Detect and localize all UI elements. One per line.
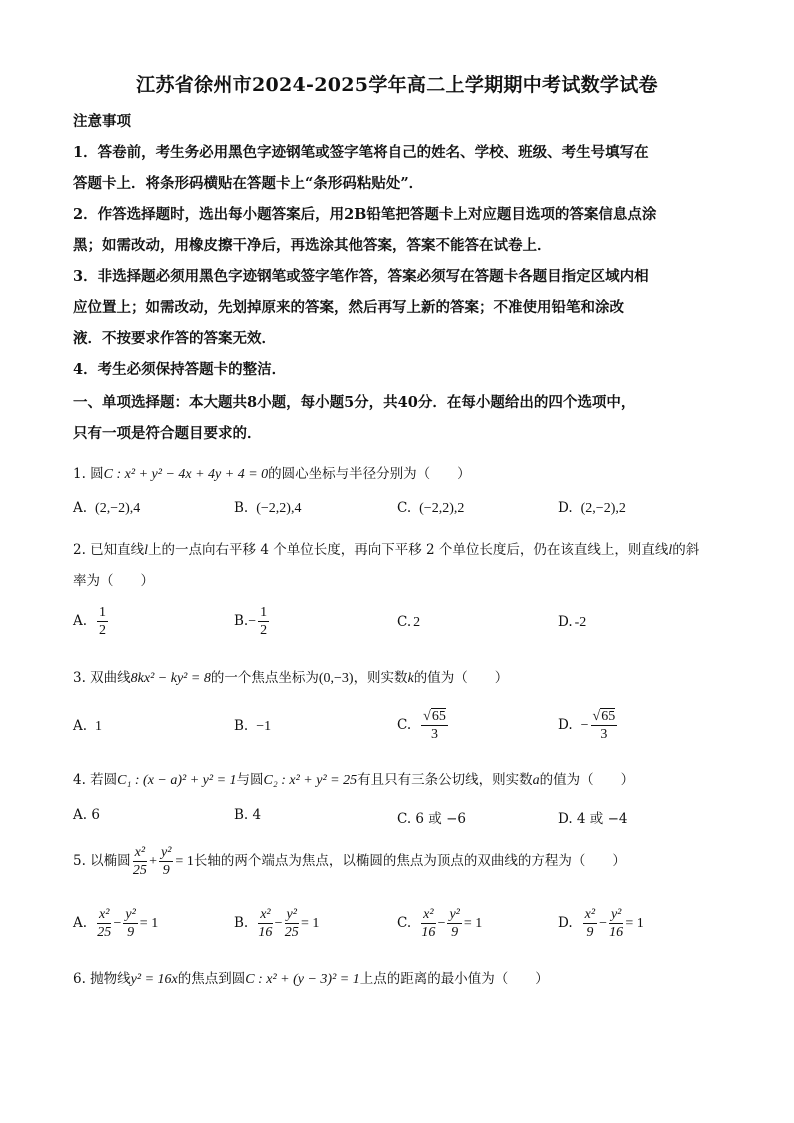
q3-option-d[interactable]: D. − $\frac{√65}{3}$	[558, 709, 616, 742]
q3-option-b[interactable]: B. −1	[234, 718, 272, 734]
q3-option-a[interactable]: A. 1	[73, 718, 103, 734]
notice-line-3: 2．作答选择题时，选出每小题答案后，用2B铅笔把答题卡上对应题目选项的答案信息点涂	[73, 206, 657, 223]
question-2-line-2: 率为（ ）	[73, 573, 154, 589]
q1-equation: C : x² + y² − 4x + 4y + 4 = 0	[103, 467, 269, 482]
q3-option-c[interactable]: C. $\frac{√65}{3}$	[397, 709, 446, 742]
q2-option-d[interactable]: D. -2	[558, 614, 587, 630]
notice-line-4: 黑；如需改动，用橡皮擦干净后，再选涂其他答案，答案不能答在试卷上．	[73, 237, 552, 254]
q4-option-a[interactable]: A. 6	[73, 807, 100, 823]
q4-option-c[interactable]: C. 6 或 −6	[397, 811, 467, 827]
question-5: 5. 以椭圆 $\frac{\text{x²}}{25}$ + $\frac{\text{y²}}{9}$ = 1长轴的两个端点为焦点，以椭圆的焦点为顶点的双曲线的方程为（ ）	[73, 845, 626, 878]
q5-option-a[interactable]: A. $\frac{\text{x²}}{25}$ − $\frac{\text{y²}}{9}$ = 1	[73, 907, 159, 940]
section-heading-line-2: 只有一项是符合题目要求的．	[73, 425, 262, 442]
exam-title: 江苏省徐州市2024-2025学年高二上学期期中考试数学试卷	[136, 74, 658, 96]
q1-option-d[interactable]: D. (2,−2),2	[558, 500, 626, 516]
notice-line-7: 液．不按要求作答的答案无效．	[73, 330, 276, 347]
q1-option-b[interactable]: B. (−2,2),4	[234, 500, 302, 516]
question-2: 2. 已知直线l上的一点向右平移 4 个单位长度，再向下平移 2 个单位长度后，仍在该直线上，则直线l的斜	[73, 542, 700, 558]
question-1: 1. 圆C : x² + y² − 4x + 4y + 4 = 0的圆心坐标与半径分别为（ ）	[73, 466, 471, 482]
q1-option-c[interactable]: C. (−2,2),2	[397, 500, 465, 516]
notice-heading: 注意事项	[73, 113, 131, 130]
question-6: 6. 抛物线y² = 16x的焦点到圆C : x² + (y − 3)² = 1上点的距离的最小值为（ ）	[73, 971, 549, 987]
notice-line-2: 答题卡上．将条形码横贴在答题卡上“条形码粘贴处”．	[73, 175, 424, 192]
q5-option-b[interactable]: B. $\frac{\text{x²}}{16}$ − $\frac{\text{y²}}{25}$ = 1	[234, 907, 320, 940]
q5-option-c[interactable]: C. $\frac{\text{x²}}{16}$ − $\frac{\text{y²}}{9}$ = 1	[397, 907, 483, 940]
section-heading-line-1: 一、单项选择题：本大题共8小题，每小题5分，共40分．在每小题给出的四个选项中，	[73, 394, 636, 411]
notice-line-1: 1．答卷前，考生务必用黑色字迹钢笔或签字笔将自己的姓名、学校、班级、考生号填写在	[73, 144, 649, 161]
q4-option-b[interactable]: B. 4	[234, 807, 262, 823]
q2-option-c[interactable]: C. 2	[397, 614, 421, 630]
notice-line-6: 应位置上；如需改动，先划掉原来的答案，然后再写上新的答案；不准使用铅笔和涂改	[73, 299, 624, 316]
question-4: 4. 若圆C₁ : (x − a)² + y² = 1与圆C₂ : x² + y² = 25有且只有三条公切线，则实数a的值为（ ）	[73, 772, 635, 788]
q5-option-d[interactable]: D. $\frac{\text{x²}}{9}$ − $\frac{\text{y²}}{16}$ = 1	[558, 907, 644, 940]
q2-option-a[interactable]: A. $\frac{1}{2}$	[73, 605, 107, 638]
q4-option-d[interactable]: D. 4 或 −4	[558, 811, 628, 827]
q1-option-a[interactable]: A. (2,−2),4	[73, 500, 141, 516]
notice-line-8: 4．考生必须保持答题卡的整洁．	[73, 361, 287, 378]
question-3: 3. 双曲线8kx² − ky² = 8的一个焦点坐标为(0,−3)，则实数k的值为（ ）	[73, 670, 509, 686]
q2-option-b[interactable]: B.− $\frac{1}{2}$	[234, 605, 268, 638]
notice-line-5: 3．非选择题必须用黑色字迹钢笔或签字笔作答，答案必须写在答题卡各题目指定区域内相	[73, 268, 649, 285]
